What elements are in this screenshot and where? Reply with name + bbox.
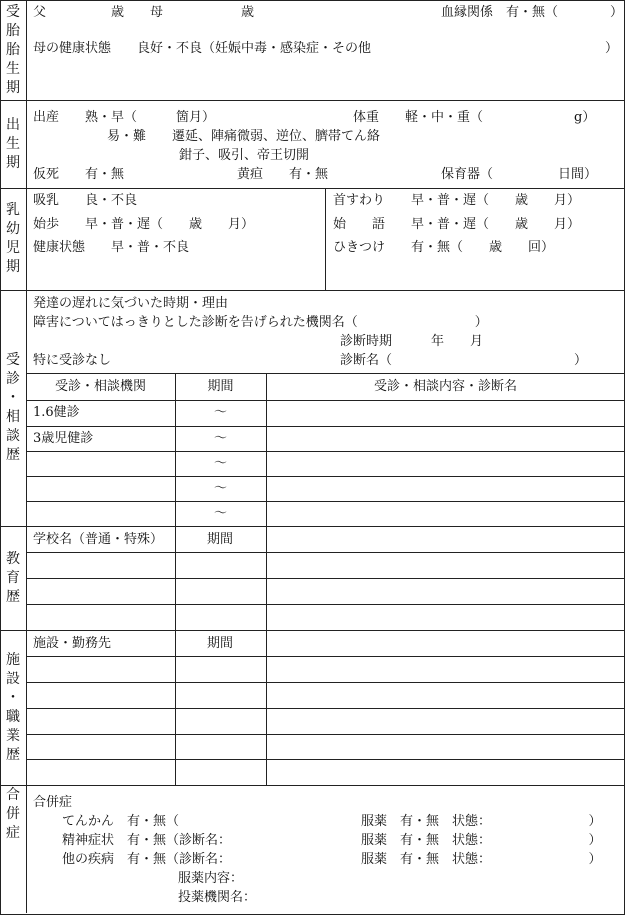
jaundice-field: 黄疸 有・無 (237, 167, 329, 182)
other-disease-medication-field: 服薬 有・無 状態： ） (361, 852, 602, 867)
table-col-rule (175, 373, 176, 526)
delivery-assist-field: 鉗子、吸引、帝王切開 (179, 148, 310, 163)
divider (0, 526, 625, 527)
section-label-complications: 合 併 症 (6, 786, 20, 841)
table-row-period: 〜 (213, 431, 227, 446)
medication-content-field: 服薬内容： (178, 871, 244, 886)
table-rule (26, 451, 625, 452)
table-rule (26, 578, 625, 579)
walking-field: 始歩 早・普・遅（ 歳 月） (33, 217, 255, 232)
table-rule (26, 708, 625, 709)
psychiatric-field: 精神症状 有・無（診断名： (62, 833, 232, 848)
table-col-rule (266, 630, 267, 785)
label-column-divider (26, 0, 27, 913)
medication-agency-field: 投薬機関名： (178, 890, 257, 905)
divider (0, 188, 625, 189)
col-header-period: 期間 (207, 636, 234, 651)
epilepsy-medication-field: 服薬 有・無 状態： ） (361, 814, 602, 829)
delay-noticed-field: 発達の遅れに気づいた時期・理由 (33, 296, 229, 311)
table-row-period: 〜 (213, 481, 227, 496)
birth-weight-field: 体重 軽・中・重（ g） (353, 110, 596, 125)
table-col-rule (266, 526, 267, 630)
table-row-agency: 3歳児健診 (33, 431, 94, 446)
section-label-prenatal: 受 胎 胎 生 期 (6, 3, 20, 96)
parents-age-field: 父 歳 母 歳 (33, 5, 255, 20)
table-row-agency: 1.6健診 (33, 405, 80, 420)
divider (0, 785, 625, 786)
convulsions-field: ひきつけ 有・無（ 歳 回） (333, 240, 555, 255)
closing-paren: ） (605, 41, 619, 56)
diagnosis-agency-field: 障害についてはっきりとした診断を告げられた機関名（ ） (33, 315, 488, 330)
infancy-divider (325, 188, 326, 290)
table-rule (26, 501, 625, 502)
table-col-rule (175, 630, 176, 785)
table-rule (26, 476, 625, 477)
head-control-field: 首すわり 早・普・遅（ 歳 月） (333, 193, 581, 208)
col-header-agency: 受診・相談機関 (54, 379, 146, 394)
divider (0, 630, 625, 631)
asphyxia-field: 仮死 有・無 (33, 167, 125, 182)
complications-title: 合併症 (33, 795, 73, 810)
diagnosis-name-field: 診断名（ ） (340, 353, 588, 368)
col-header-school: 学校名（普通・特殊） (33, 532, 164, 547)
table-rule (26, 734, 625, 735)
col-header-period: 期間 (207, 379, 234, 394)
table-row-period: 〜 (213, 506, 227, 521)
other-disease-field: 他の疾病 有・無（診断名： (62, 852, 232, 867)
col-header-period: 期間 (207, 532, 234, 547)
divider (0, 290, 625, 291)
consanguinity-field: 血縁関係 有・無（ ） (441, 5, 624, 20)
section-label-facility: 施 設 ・ 職 業 歴 (6, 651, 20, 763)
section-label-consultation: 受 診 ・ 相 談 歴 (6, 352, 20, 463)
table-row-period: 〜 (213, 405, 227, 420)
delivery-field: 出産 熟・早（ 箇月） (33, 110, 216, 125)
divider (0, 100, 625, 101)
table-rule (26, 759, 625, 760)
section-label-education: 教 育 歴 (6, 550, 20, 605)
diagnosis-date-field: 診断時期 年 月 (340, 334, 484, 349)
table-rule (26, 682, 625, 683)
table-rule (26, 604, 625, 605)
table-col-rule (266, 373, 267, 526)
table-rule (26, 373, 625, 374)
col-header-content: 受診・相談内容・診断名 (373, 379, 517, 394)
epilepsy-field: てんかん 有・無（ (62, 814, 180, 829)
delivery-difficulty-field: 易・難 遷延、陣痛微弱、逆位、臍帯てん絡 (107, 129, 381, 144)
psychiatric-medication-field: 服薬 有・無 状態： ） (361, 833, 602, 848)
first-words-field: 始 語 早・普・遅（ 歳 月） (333, 217, 581, 232)
table-rule (26, 400, 625, 401)
section-label-birth: 出 生 期 (6, 116, 20, 171)
table-rule (26, 426, 625, 427)
incubator-field: 保育器（ 日間） (441, 167, 598, 182)
sucking-field: 吸乳 良・不良 (33, 193, 138, 208)
no-consultation-field: 特に受診なし (33, 353, 112, 368)
table-row-period: 〜 (213, 456, 227, 471)
table-col-rule (175, 526, 176, 630)
section-label-infancy: 乳 幼 児 期 (6, 202, 20, 275)
col-header-facility: 施設・勤務先 (33, 636, 112, 651)
table-rule (26, 552, 625, 553)
mother-health-field: 母の健康状態 良好・不良（妊娠中毒・感染症・その他 (33, 41, 372, 56)
health-status-field: 健康状態 早・普・不良 (33, 240, 190, 255)
table-rule (26, 656, 625, 657)
